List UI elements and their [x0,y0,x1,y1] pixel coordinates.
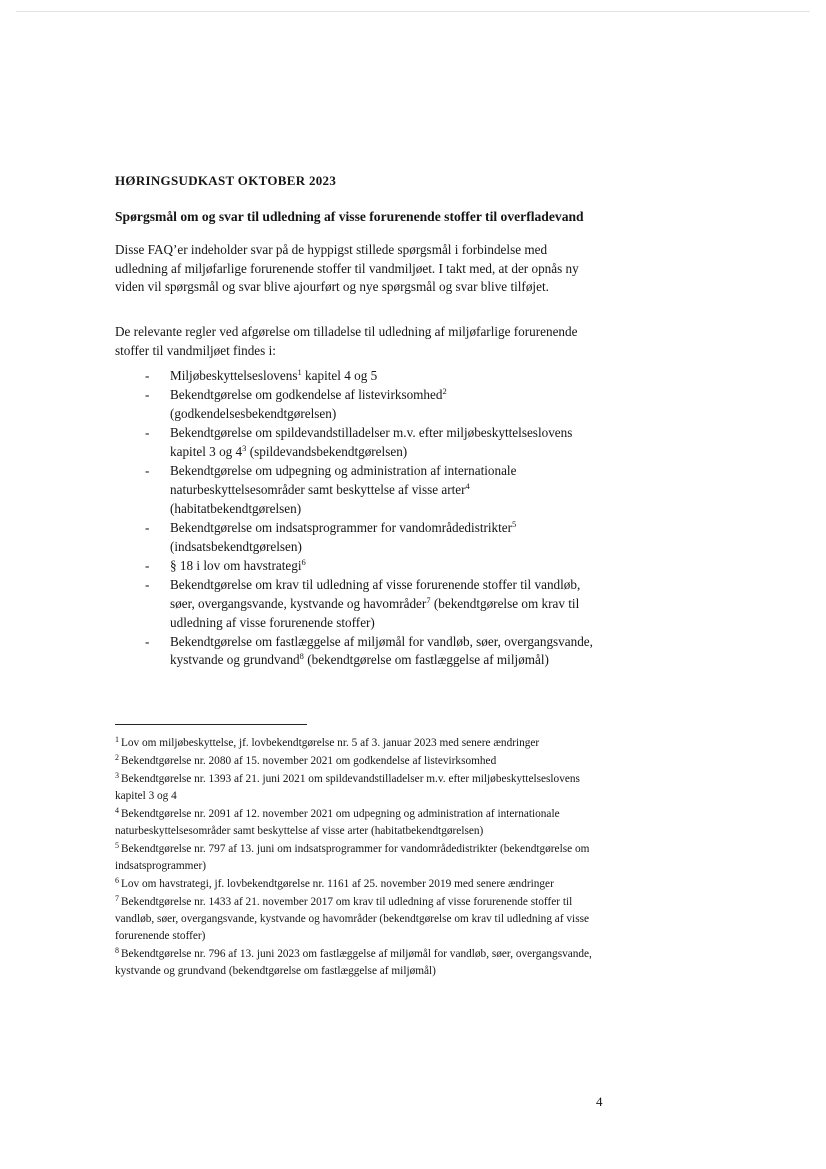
footnote-number: 6 [115,876,119,885]
list-dash: - [145,463,150,479]
footnote-separator [115,724,307,725]
rule-text-suffix: kapitel 4 og 5 [301,368,378,383]
footnotes-list [115,735,610,981]
rule-text: Bekendtgørelse om indsatsprogrammer for vandområdedistrikter [170,519,513,535]
footnote-ref[interactable]: 6 [301,556,306,567]
list-dash: - [145,519,150,535]
rule-text: Bekendtgørelse om udpegning og administration af internationale naturbeskyttelsesområder samt beskyttelse af visse arter [170,463,517,497]
rule-text-suffix: (indsatsbekendtgørelsen) [170,538,302,554]
footnote-ref[interactable]: 7 [426,594,431,605]
list-dash: - [145,425,150,441]
intro-paragraph: Disse FAQ’er indeholder svar på de hyppigst stillede spørgsmål i forbindelse med udledning af miljøfarlige forurenende stoffer til vandmiljøet. I takt med, at der opnås ny viden vil spørgsmål og svar blive ajourført og nye spørgsmål og svar blive tilføjet. [115,242,579,295]
page-top-border [16,11,810,12]
rule-text-suffix: (spildevandsbekendtgørelsen) [246,443,408,459]
section-heading: Spørgsmål om og svar til udledning af visse forurenende stoffer til overfladevand [115,209,584,224]
rule-text-suffix: (bekendtgørelse om fastlæggelse af miljømål) [303,652,549,668]
footnote-number: 4 [115,806,119,815]
list-item [145,576,595,632]
rule-text: Bekendtgørelse om spildevandstilladelser m.v. efter miljøbeskyttelseslovens kapitel 3 og 4 [170,425,573,459]
draft-label: HØRINGSUDKAST OKTOBER 2023 [115,173,337,188]
footnote [115,946,610,980]
footnote [115,894,610,945]
list-item [145,367,595,386]
rules-intro-paragraph: De relevante regler ved afgørelse om tilladelse til udledning af miljøfarlige forurenende stoffer til vandmiljøet findes i: [115,324,578,358]
footnote [115,876,610,893]
footnote-text: Bekendtgørelse nr. 1433 af 21. november 2017 om krav til udledning af visse forurenende stoffer til vandløb, søer, overgangsvande, kystvande og havområder (bekendtgørelse om krav til udledning af visse forurenende stoffer) [115,896,589,942]
rule-text: Bekendtgørelse om godkendelse af listevirksomhed [170,387,443,403]
footnote-ref[interactable]: 4 [465,480,470,491]
footnote-ref[interactable]: 8 [299,651,304,662]
list-item [145,633,595,670]
footnote [115,806,610,840]
footnote-number: 8 [115,946,119,955]
footnote-text: Bekendtgørelse nr. 796 af 13. juni 2023 om fastlæggelse af miljømål for vandløb, søer, overgangsvande, kystvande og grundvand (bekendtgørelse om fastlæggelse af miljømål) [115,948,592,977]
list-item [145,424,595,461]
footnote [115,841,610,875]
footnote [115,771,610,805]
footnote-ref[interactable]: 3 [242,442,247,453]
footnote-text: Lov om havstrategi, jf. lovbekendtgørelse nr. 1161 af 25. november 2019 med senere ændringer [121,878,554,890]
list-dash: - [145,368,150,383]
list-dash: - [145,633,150,649]
footnote-text: Bekendtgørelse nr. 2080 af 15. november 2021 om godkendelse af listevirksomhed [121,755,497,767]
rule-text: Bekendtgørelse om krav til udledning af visse forurenende stoffer til vandløb, søer, overgangsvande, kystvande og havområder [170,577,581,611]
footnote [115,753,610,770]
rule-text: Bekendtgørelse om fastlæggelse af miljømål for vandløb, søer, overgangsvande, kystvande og grundvand [170,633,593,668]
list-dash: - [145,557,150,573]
footnote-text: Bekendtgørelse nr. 797 af 13. juni om indsatsprogrammer for vandområdedistrikter (bekendtgørelse om indsatsprogrammer) [115,843,590,872]
footnote-ref[interactable]: 5 [512,518,517,529]
list-item [145,386,595,423]
footnote-number: 7 [115,894,119,903]
rules-list [145,367,595,671]
list-item [145,519,595,556]
footnote-text: Lov om miljøbeskyttelse, jf. lovbekendtgørelse nr. 5 af 3. januar 2023 med senere ændringer [121,737,540,749]
rule-text: § 18 i lov om havstrategi [170,557,302,573]
footnote-number: 1 [115,735,119,744]
rule-text: Miljøbeskyttelseslovens [170,368,298,383]
footnote-text: Bekendtgørelse nr. 2091 af 12. november 2021 om udpegning og administration af internationale naturbeskyttelsesområder samt beskyttelse af visse arter (habitatbekendtgørelsen) [115,808,560,837]
list-dash: - [145,387,150,403]
list-item [145,462,595,518]
rule-text-suffix: (habitatbekendtgørelsen) [170,500,302,516]
footnote-ref[interactable]: 1 [297,367,302,377]
footnote-text: Bekendtgørelse nr. 1393 af 21. juni 2021 om spildevandstilladelser m.v. efter miljøbeskyttelseslovens kapitel 3 og 4 [115,773,580,802]
rule-text-suffix: (bekendtgørelse om krav til udledning af visse forurenende stoffer) [170,595,580,630]
footnote-number: 3 [115,771,119,780]
footnote-number: 2 [115,753,119,762]
rule-text-suffix: (godkendelsesbekendtgørelsen) [170,405,337,421]
list-dash: - [145,577,150,593]
footnote-ref[interactable]: 2 [442,386,447,397]
footnote-number: 5 [115,841,119,850]
list-item [145,557,595,576]
page-number: 4 [596,1094,603,1109]
footnote [115,735,610,752]
